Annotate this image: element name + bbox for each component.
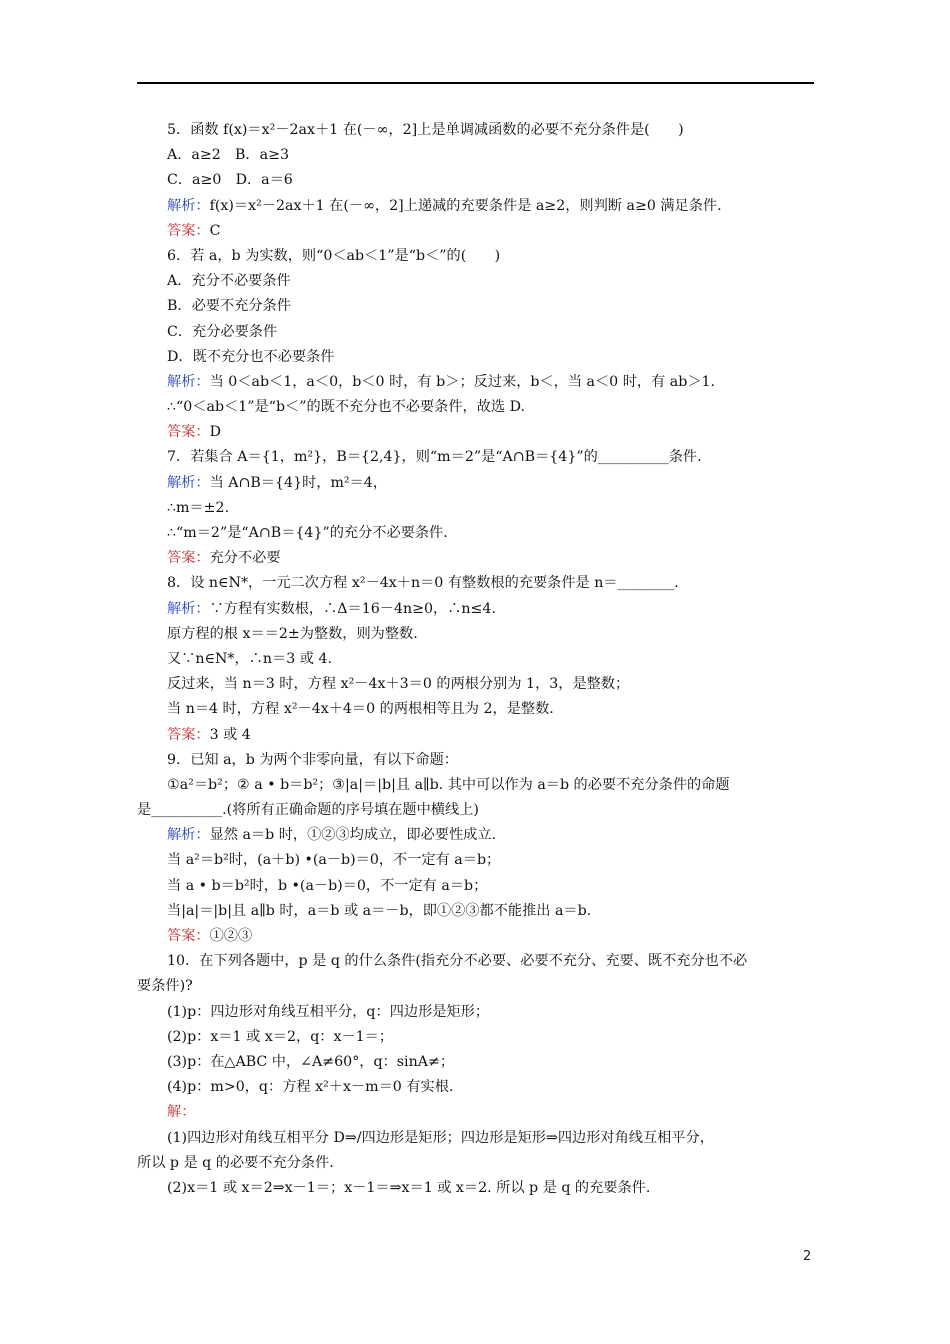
text-line — [137, 546, 817, 571]
answer-label: 答案： — [167, 928, 210, 944]
text-line — [137, 269, 817, 294]
text-line — [137, 899, 817, 924]
text-line — [137, 1050, 817, 1075]
line-text: 10．在下列各题中，p 是 q 的什么条件(指充分不必要、必要不充分、充要、既不充分也不必 — [167, 953, 748, 970]
text-line — [137, 697, 817, 722]
header-rule — [137, 82, 814, 84]
text-line — [137, 370, 817, 395]
line-text: 6．若 a，b 为实数，则“0＜ab＜1”是“b＜”的( ) — [167, 247, 501, 264]
text-line — [137, 874, 817, 899]
line-text: 是__________.(将所有正确命题的序号填在题中横线上) — [137, 802, 479, 819]
line-text: 9．已知 a，b 为两个非零向量，有以下命题： — [167, 751, 458, 768]
text-line — [137, 773, 817, 798]
answer-text: D — [209, 424, 221, 441]
answer-label: 解： — [167, 1104, 196, 1121]
text-line — [137, 294, 817, 319]
text-line — [137, 496, 817, 521]
text-line — [137, 1151, 817, 1176]
answer-text: 充分不必要 — [209, 550, 281, 567]
line-text: ①a²＝b²；② a • b＝b²；③|a|＝|b|且 a∥b. 其中可以作为 a＝b 的必要不充分条件的命题 — [167, 776, 730, 793]
text-line — [137, 1176, 817, 1201]
text-line — [137, 647, 817, 672]
line-text: ∴“0＜ab＜1”是“b＜”的既不充分也不必要条件，故选 D. — [167, 399, 525, 416]
text-line — [137, 143, 817, 168]
line-text: 所以 p 是 q 的必要不充分条件. — [137, 1154, 334, 1171]
document-body — [137, 118, 817, 1201]
text-line — [137, 345, 817, 370]
line-text: 显然 a＝b 时，①②③均成立，即必要性成立. — [209, 827, 497, 844]
answer-label: 答案： — [167, 222, 210, 239]
answer-label: 答案： — [167, 550, 210, 567]
text-line — [137, 320, 817, 345]
text-line — [137, 118, 817, 143]
line-text: ∴m＝±2. — [167, 499, 230, 516]
text-line — [137, 1000, 817, 1025]
line-text: 5．函数 f(x)＝x²－2ax＋1 在(－∞，2]上是单调减函数的必要不充分条件是( ) — [167, 122, 684, 138]
text-line — [137, 748, 817, 773]
text-line — [137, 823, 817, 848]
text-line — [137, 1126, 817, 1151]
text-line — [137, 521, 817, 546]
line-text: A．充分不必要条件 — [167, 273, 291, 290]
line-text: ∵方程有实数根，∴Δ＝16－4n≥0，∴n≤4. — [209, 600, 496, 617]
line-text: A．a≥2 B．a≥3 — [167, 147, 289, 164]
line-text: f(x)＝x²－2ax＋1 在(－∞，2]上递减的充要条件是 a≥2，则判断 a≥0 满足条件. — [209, 197, 722, 214]
line-text: 原方程的根 x＝＝2±为整数，则为整数. — [167, 625, 418, 642]
text-line — [137, 798, 817, 823]
line-text: 当 a • b＝b²时，b •(a－b)＝0，不一定有 a＝b； — [167, 877, 488, 894]
text-line — [137, 949, 817, 974]
analysis-label: 解析： — [167, 197, 210, 214]
line-text: 当 A∩B＝{4}时，m²＝4， — [209, 474, 388, 491]
answer-label: 答案： — [167, 424, 210, 441]
text-line — [137, 1025, 817, 1050]
analysis-label: 解析： — [167, 827, 210, 844]
text-line — [137, 622, 817, 647]
line-text: (3)p：在△ABC 中，∠A≠60°，q：sinA≠； — [167, 1053, 455, 1070]
line-text: (2)p：x＝1 或 x＝2，q：x－1＝； — [167, 1028, 394, 1045]
text-line — [137, 194, 817, 219]
text-line — [137, 723, 817, 748]
text-line — [137, 395, 817, 420]
answer-text: 3 或 4 — [209, 726, 251, 743]
text-line — [137, 672, 817, 697]
line-text: 当 0＜ab＜1，a＜0，b＜0 时，有 b＞；反过来，b＜，当 a＜0 时，有 ab＞1. — [209, 373, 716, 390]
line-text: (4)p：m>0，q：方程 x²＋x－m＝0 有实根. — [167, 1079, 454, 1096]
line-text: 当 n＝4 时，方程 x²－4x＋4＝0 的两根相等且为 2，是整数. — [167, 701, 554, 718]
text-line — [137, 219, 817, 244]
line-text: 7．若集合 A＝{1，m²}，B＝{2,4}，则“m＝2”是“A∩B＝{4}”的__________条件. — [167, 449, 702, 466]
text-line — [137, 1100, 817, 1125]
text-line — [137, 471, 817, 496]
line-text: 反过来，当 n＝3 时，方程 x²－4x＋3＝0 的两根分别为 1，3，是整数； — [167, 676, 630, 693]
line-text: 要条件)? — [137, 978, 193, 995]
text-line — [137, 571, 817, 596]
line-text: (1)四边形对角线互相平分 D⇒/四边形是矩形；四边形是矩形⇒四边形对角线互相平分， — [167, 1129, 714, 1146]
line-text: 当|a|＝|b|且 a∥b 时，a＝b 或 a＝－b，即①②③都不能推出 a＝b. — [167, 902, 592, 919]
text-line — [137, 974, 817, 999]
line-text: B．必要不充分条件 — [167, 298, 291, 315]
line-text: D．既不充分也不必要条件 — [167, 348, 335, 365]
line-text: (1)p：四边形对角线互相平分，q：四边形是矩形； — [167, 1003, 490, 1020]
text-line — [137, 848, 817, 873]
text-line — [137, 924, 817, 949]
text-line — [137, 420, 817, 445]
text-line — [137, 1075, 817, 1100]
analysis-label: 解析： — [167, 474, 210, 491]
answer-text: ①②③ — [209, 928, 253, 944]
line-text: 当 a²＝b²时，(a＋b) •(a－b)＝0，不一定有 a＝b； — [167, 852, 501, 869]
answer-text: C — [209, 222, 221, 239]
text-line — [137, 597, 817, 622]
line-text: (2)x＝1 或 x＝2⇒x－1＝；x－1＝⇒x＝1 或 x＝2. 所以 p 是 q 的充要条件. — [167, 1179, 651, 1196]
line-text: C．a≥0 D．a＝6 — [167, 172, 293, 189]
text-line — [137, 244, 817, 269]
analysis-label: 解析： — [167, 600, 210, 617]
text-line — [137, 168, 817, 193]
page-number: 2 — [803, 1249, 812, 1264]
line-text: C．充分必要条件 — [167, 323, 278, 340]
analysis-label: 解析： — [167, 373, 210, 390]
line-text: ∴“m＝2”是“A∩B＝{4}”的充分不必要条件. — [167, 525, 448, 541]
text-line — [137, 445, 817, 470]
answer-label: 答案： — [167, 726, 210, 743]
line-text: 8．设 n∈N*，一元二次方程 x²－4x＋n＝0 有整数根的充要条件是 n＝________. — [167, 575, 679, 592]
line-text: 又∵n∈N*，∴n＝3 或 4. — [167, 650, 332, 667]
